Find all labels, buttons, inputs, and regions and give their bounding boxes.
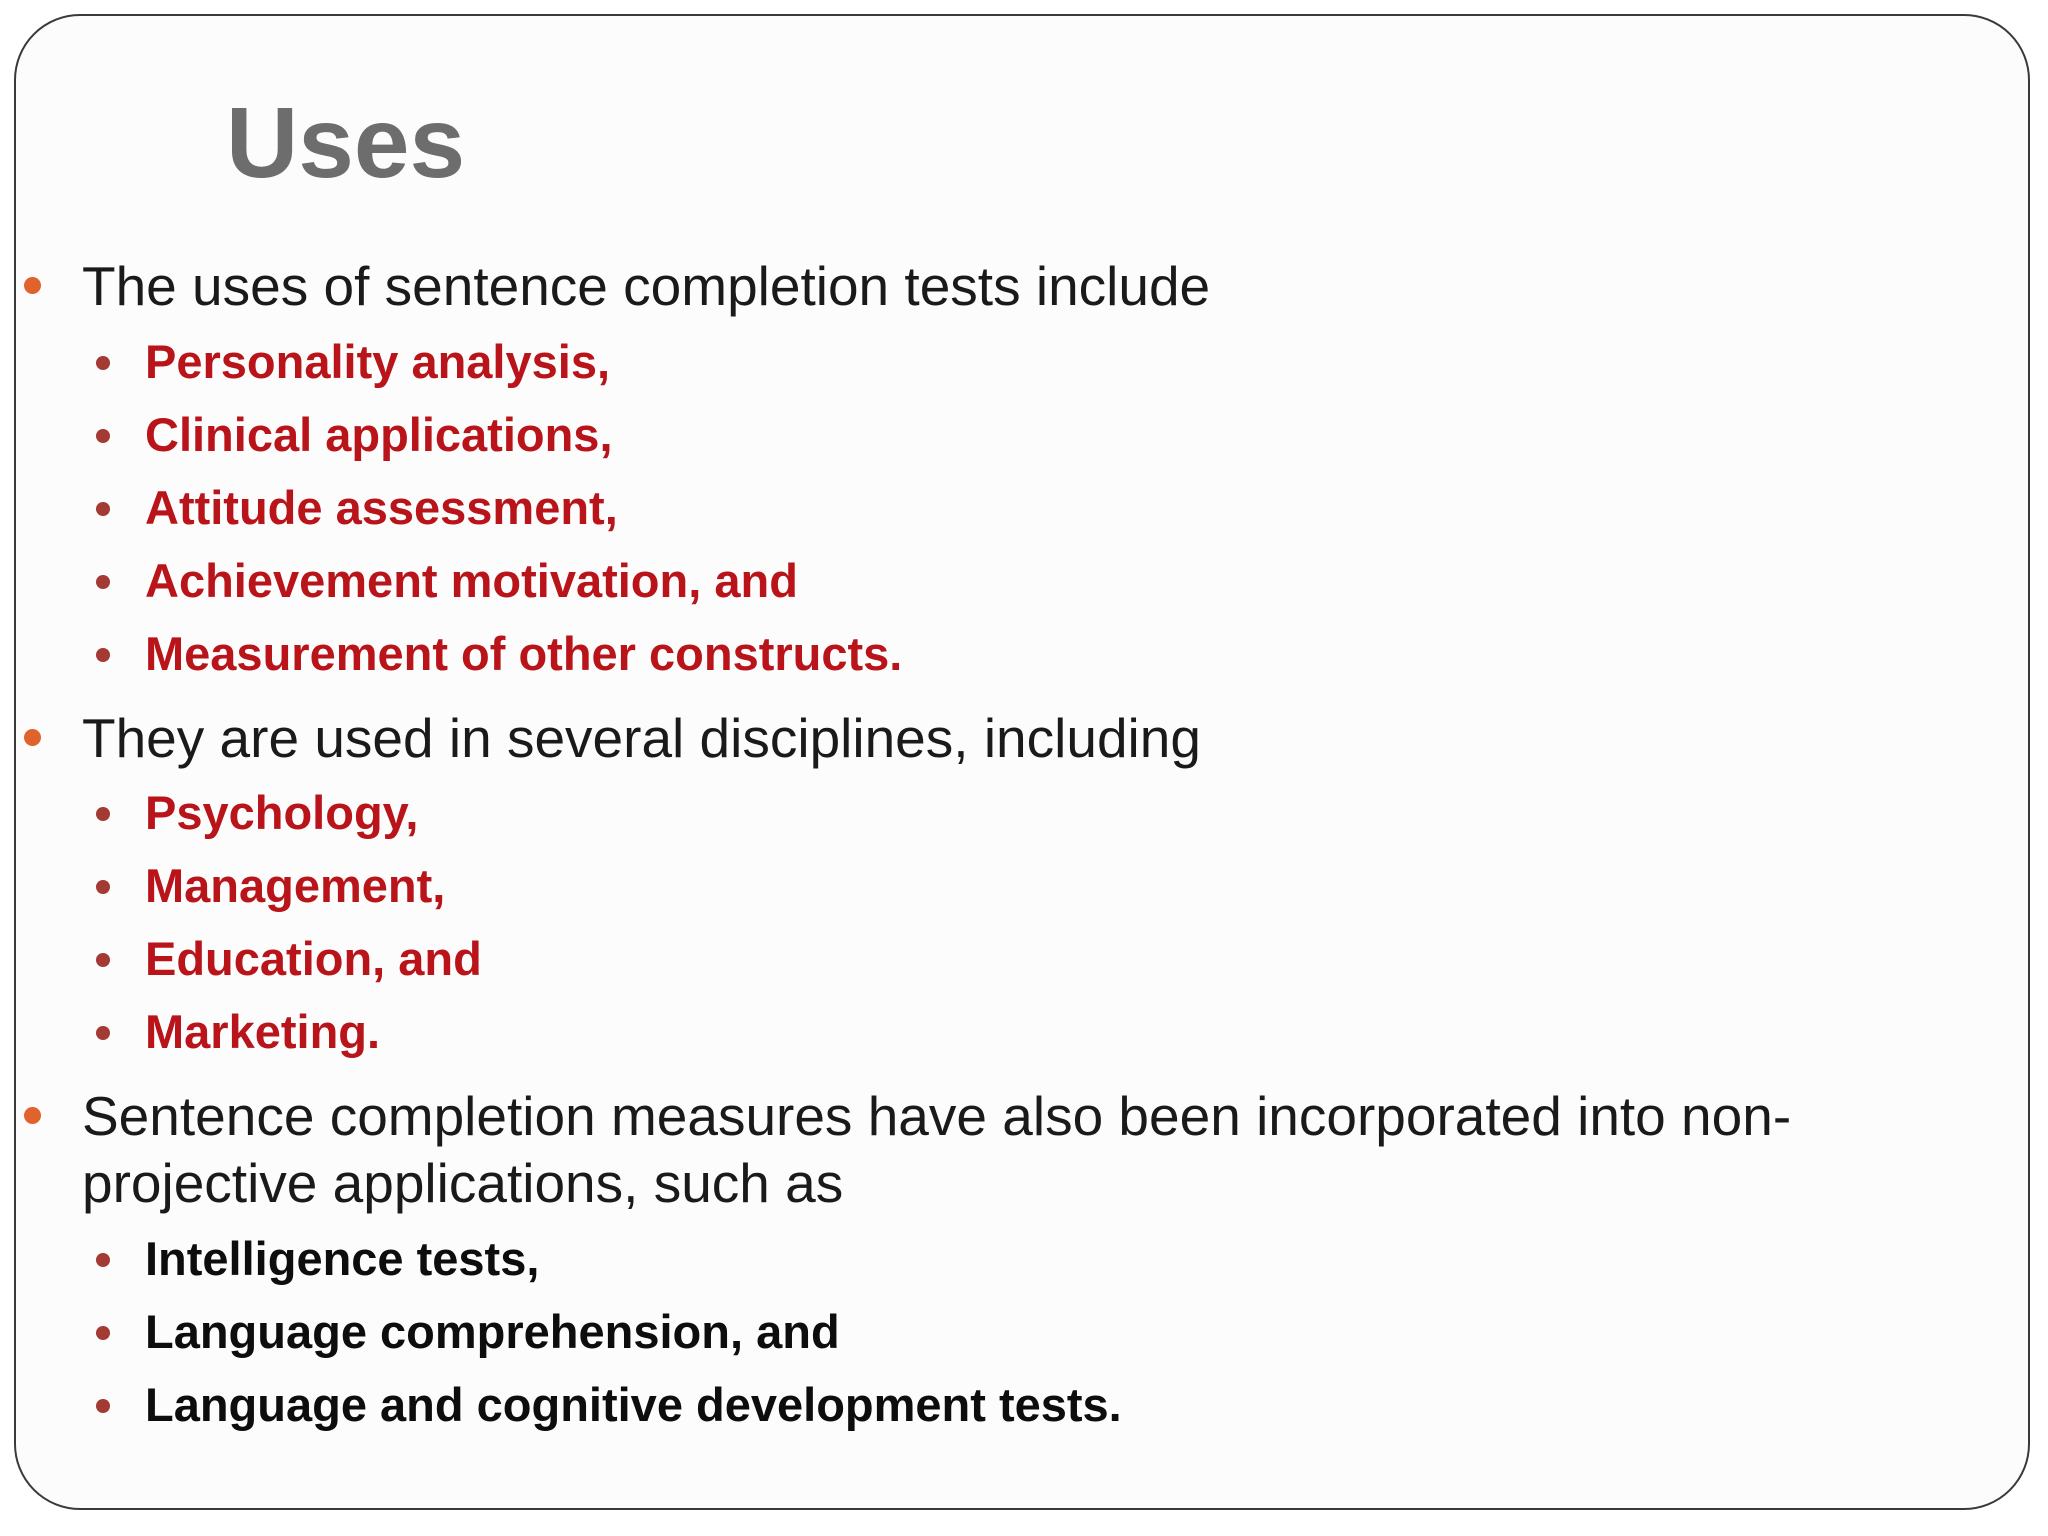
bullet-text: The uses of sentence completion tests include bbox=[82, 255, 1211, 317]
sub-bullet-text: Language and cognitive development tests. bbox=[145, 1378, 1122, 1431]
sub-bullet-text: Education, and bbox=[145, 932, 482, 985]
sub-bullet-text: Marketing. bbox=[145, 1005, 381, 1058]
bullet-text: They are used in several disciplines, including bbox=[82, 707, 1201, 769]
sub-bullet-text: Personality analysis, bbox=[145, 335, 611, 388]
sub-bullet-text: Attitude assessment, bbox=[145, 481, 618, 534]
sub-bullet-dot-icon bbox=[96, 429, 110, 443]
sub-bullet-dot-icon bbox=[96, 356, 110, 370]
sub-bullet-dot-icon bbox=[96, 575, 110, 589]
sub-bullet-text: Management, bbox=[145, 859, 446, 912]
sub-bullet-dot-icon bbox=[96, 1026, 110, 1040]
sub-bullet-text: Intelligence tests, bbox=[145, 1232, 540, 1285]
sub-bullet-dot-icon bbox=[96, 953, 110, 967]
sub-bullet-text: Achievement motivation, and bbox=[145, 554, 798, 607]
bullet-text: Sentence completion measures have also been incorporated into non-projective applications, such as bbox=[82, 1085, 1792, 1214]
sub-bullet-text: Measurement of other constructs. bbox=[145, 627, 903, 680]
sub-bullet-dot-icon bbox=[96, 648, 110, 662]
sub-bullet-dot-icon bbox=[96, 502, 110, 516]
sub-bullet-dot-icon bbox=[96, 880, 110, 894]
sub-bullet-text: Psychology, bbox=[145, 786, 419, 839]
bullet-dot-icon bbox=[24, 729, 41, 746]
sub-bullet-dot-icon bbox=[96, 1326, 110, 1340]
slide-title: Uses bbox=[226, 87, 466, 199]
sub-bullet-text: Clinical applications, bbox=[145, 408, 613, 461]
sub-bullet-dot-icon bbox=[96, 1399, 110, 1413]
sub-bullet-dot-icon bbox=[96, 1253, 110, 1267]
bullet-dot-icon bbox=[24, 1107, 41, 1124]
sub-bullet-dot-icon bbox=[96, 807, 110, 821]
bullet-dot-icon bbox=[24, 277, 41, 294]
sub-bullet-text: Language comprehension, and bbox=[145, 1305, 840, 1358]
